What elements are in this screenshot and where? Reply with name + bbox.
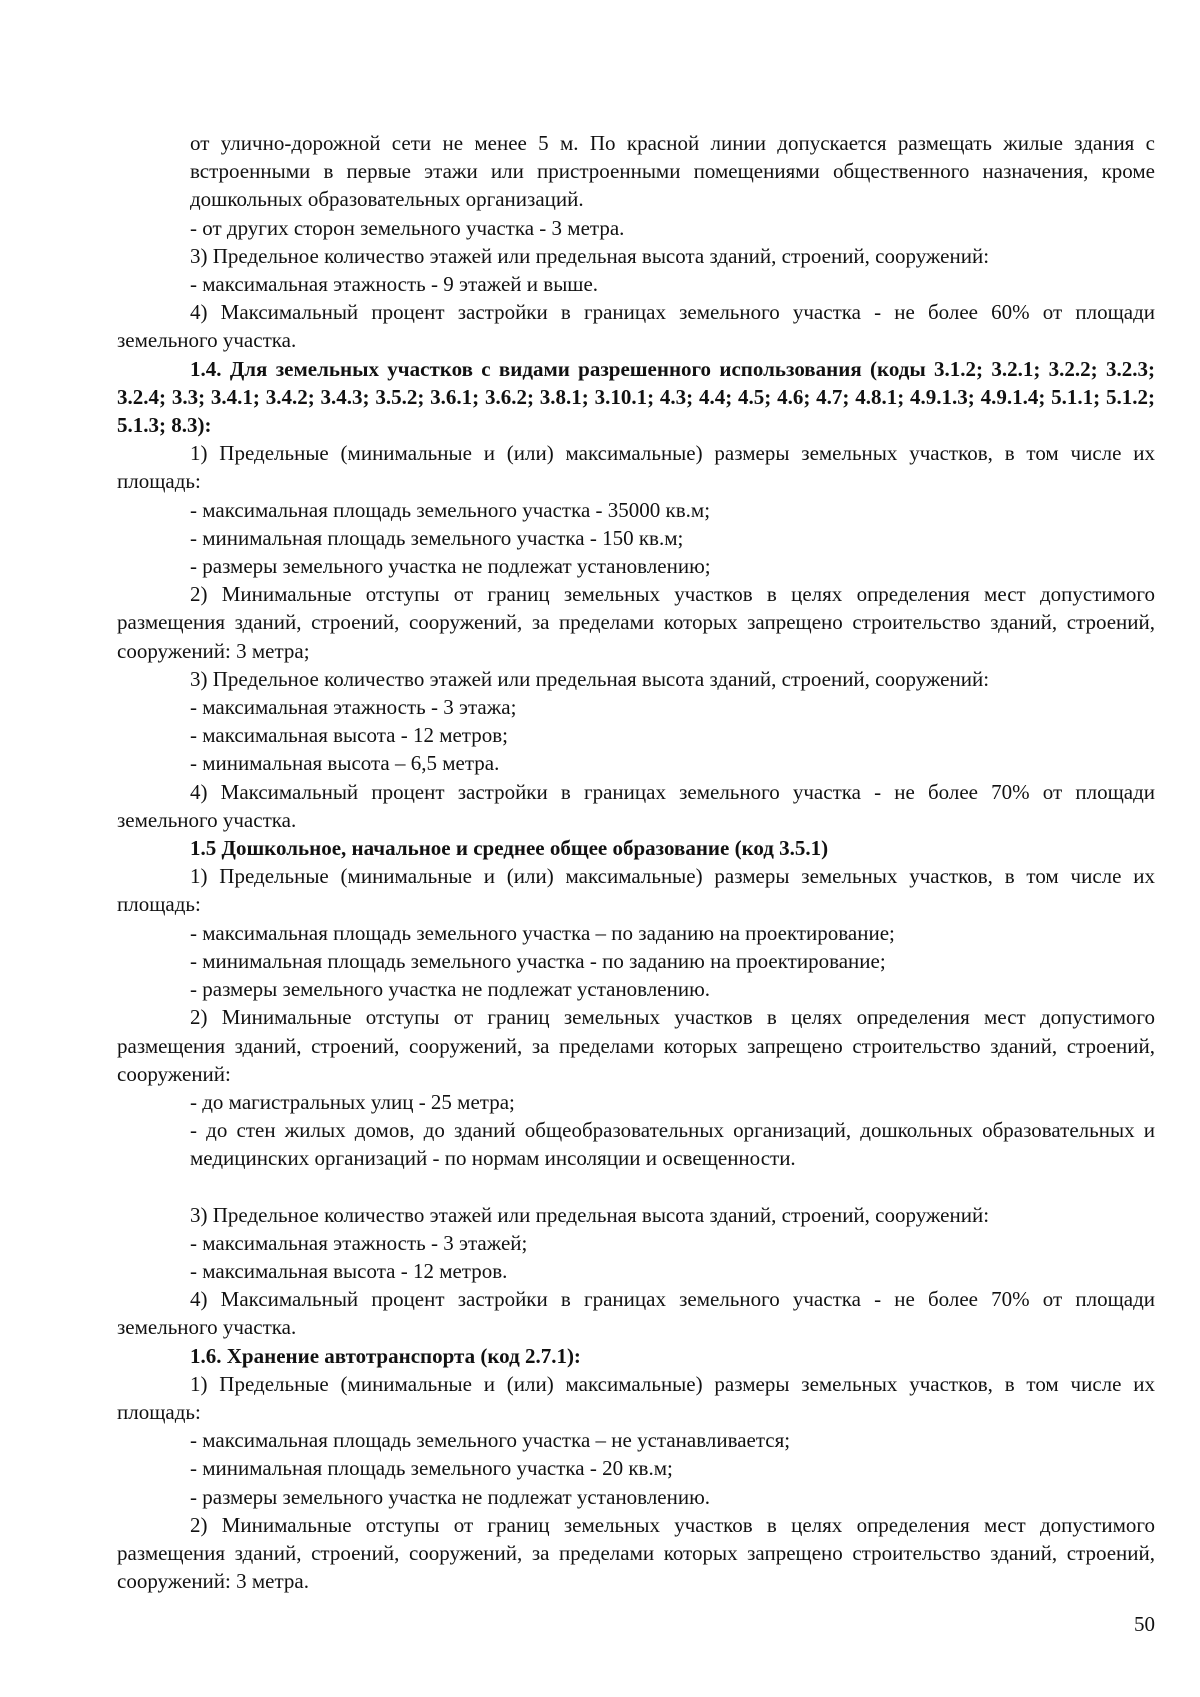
paragraph: 2) Минимальные отступы от границ земельных участков в целях определения мест допустимого размещения зданий, строений, сооружений, за пределами которых запрещено строительство зданий, строений, сооружений:: [117, 1005, 1155, 1086]
paragraph: - от других сторон земельного участка - 3 метра.: [190, 215, 625, 240]
paragraph: 1) Предельные (минимальные и (или) максимальные) размеры земельных участков, в том числе их площадь:: [117, 441, 1155, 494]
section-heading: 1.6. Хранение автотранспорта (код 2.7.1):: [190, 1343, 581, 1368]
paragraph: - максимальная высота - 12 метров;: [190, 723, 508, 748]
paragraph: - минимальная высота – 6,5 метра.: [190, 751, 500, 776]
paragraph: - размеры земельного участка не подлежат установлению.: [190, 977, 711, 1002]
paragraph: - размеры земельного участка не подлежат установлению.: [190, 1484, 711, 1509]
section-heading: 1.4. Для земельных участков с видами разрешенного использования (коды 3.1.2; 3.2.1; 3.2.2; 3.2.3; 3.2.4; 3.3; 3.4.1; 3.4.2; 3.4.3; 3.5.2; 3.6.1; 3.6.2; 3.8.1; 3.10.1; 4.3; 4.4; 4.5; 4.6; 4.7; 4.8.1; 4.9.1.3; 4.9.1.4; 5.1.1; 5.1.2; 5.1.3; 8.3):: [117, 356, 1155, 438]
paragraph: - максимальная площадь земельного участка – по заданию на проектирование;: [190, 920, 895, 945]
blank-line: [117, 1173, 1155, 1201]
paragraph: - максимальная этажность - 3 этажа;: [190, 695, 517, 720]
paragraph: 4) Максимальный процент застройки в границах земельного участка - не более 70% от площади земельного участка.: [117, 779, 1155, 832]
paragraph: - максимальная площадь земельного участка – не устанавливается;: [190, 1428, 791, 1453]
paragraph: 3) Предельное количество этажей или предельная высота зданий, строений, сооружений:: [190, 666, 990, 691]
page-number: 50: [1134, 1612, 1155, 1636]
paragraph: - до стен жилых домов, до зданий общеобразовательных организаций, дошкольных образовательных и медицинских организаций - по нормам инсоляции и освещенности.: [190, 1118, 1155, 1171]
paragraph: 2) Минимальные отступы от границ земельных участков в целях определения мест допустимого размещения зданий, строений, сооружений, за пределами которых запрещено строительство зданий, строений, сооружений: 3 метра.: [117, 1512, 1155, 1594]
paragraph: 4) Максимальный процент застройки в границах земельного участка - не более 70% от площади земельного участка.: [117, 1287, 1155, 1340]
paragraph: от улично-дорожной сети не менее 5 м. По красной линии допускается размещать жилые здания с встроенными в первые этажи или пристроенными помещениями общественного назначения, кроме дошкольных образовательных организаций.: [190, 131, 1155, 212]
paragraph: - минимальная площадь земельного участка - 150 кв.м;: [190, 525, 684, 550]
paragraph: 3) Предельное количество этажей или предельная высота зданий, строений, сооружений:: [190, 1202, 990, 1227]
paragraph: 3) Предельное количество этажей или предельная высота зданий, строений, сооружений:: [190, 243, 990, 268]
paragraph: - минимальная площадь земельного участка - по заданию на проектирование;: [190, 948, 886, 973]
paragraph: - максимальная этажность - 3 этажей;: [190, 1230, 528, 1255]
paragraph: - минимальная площадь земельного участка - 20 кв.м;: [190, 1456, 673, 1481]
paragraph: 4) Максимальный процент застройки в границах земельного участка - не более 60% от площади земельного участка.: [117, 300, 1155, 353]
document-body: [117, 129, 1155, 1595]
paragraph: - максимальная площадь земельного участка - 35000 кв.м;: [190, 497, 711, 522]
paragraph: - максимальная этажность - 9 этажей и выше.: [190, 272, 599, 297]
paragraph: 2) Минимальные отступы от границ земельных участков в целях определения мест допустимого размещения зданий, строений, сооружений, за пределами которых запрещено строительство зданий, строений, сооружений: 3 метра;: [117, 582, 1155, 663]
paragraph: - до магистральных улиц - 25 метра;: [190, 1089, 515, 1114]
paragraph: 1) Предельные (минимальные и (или) максимальные) размеры земельных участков, в том числе их площадь:: [117, 1371, 1155, 1424]
paragraph: - максимальная высота - 12 метров.: [190, 1258, 508, 1283]
paragraph: 1) Предельные (минимальные и (или) максимальные) размеры земельных участков, в том числе их площадь:: [117, 864, 1155, 917]
section-heading: 1.5 Дошкольное, начальное и среднее общее образование (код 3.5.1): [190, 836, 829, 861]
paragraph: - размеры земельного участка не подлежат установлению;: [190, 554, 711, 579]
